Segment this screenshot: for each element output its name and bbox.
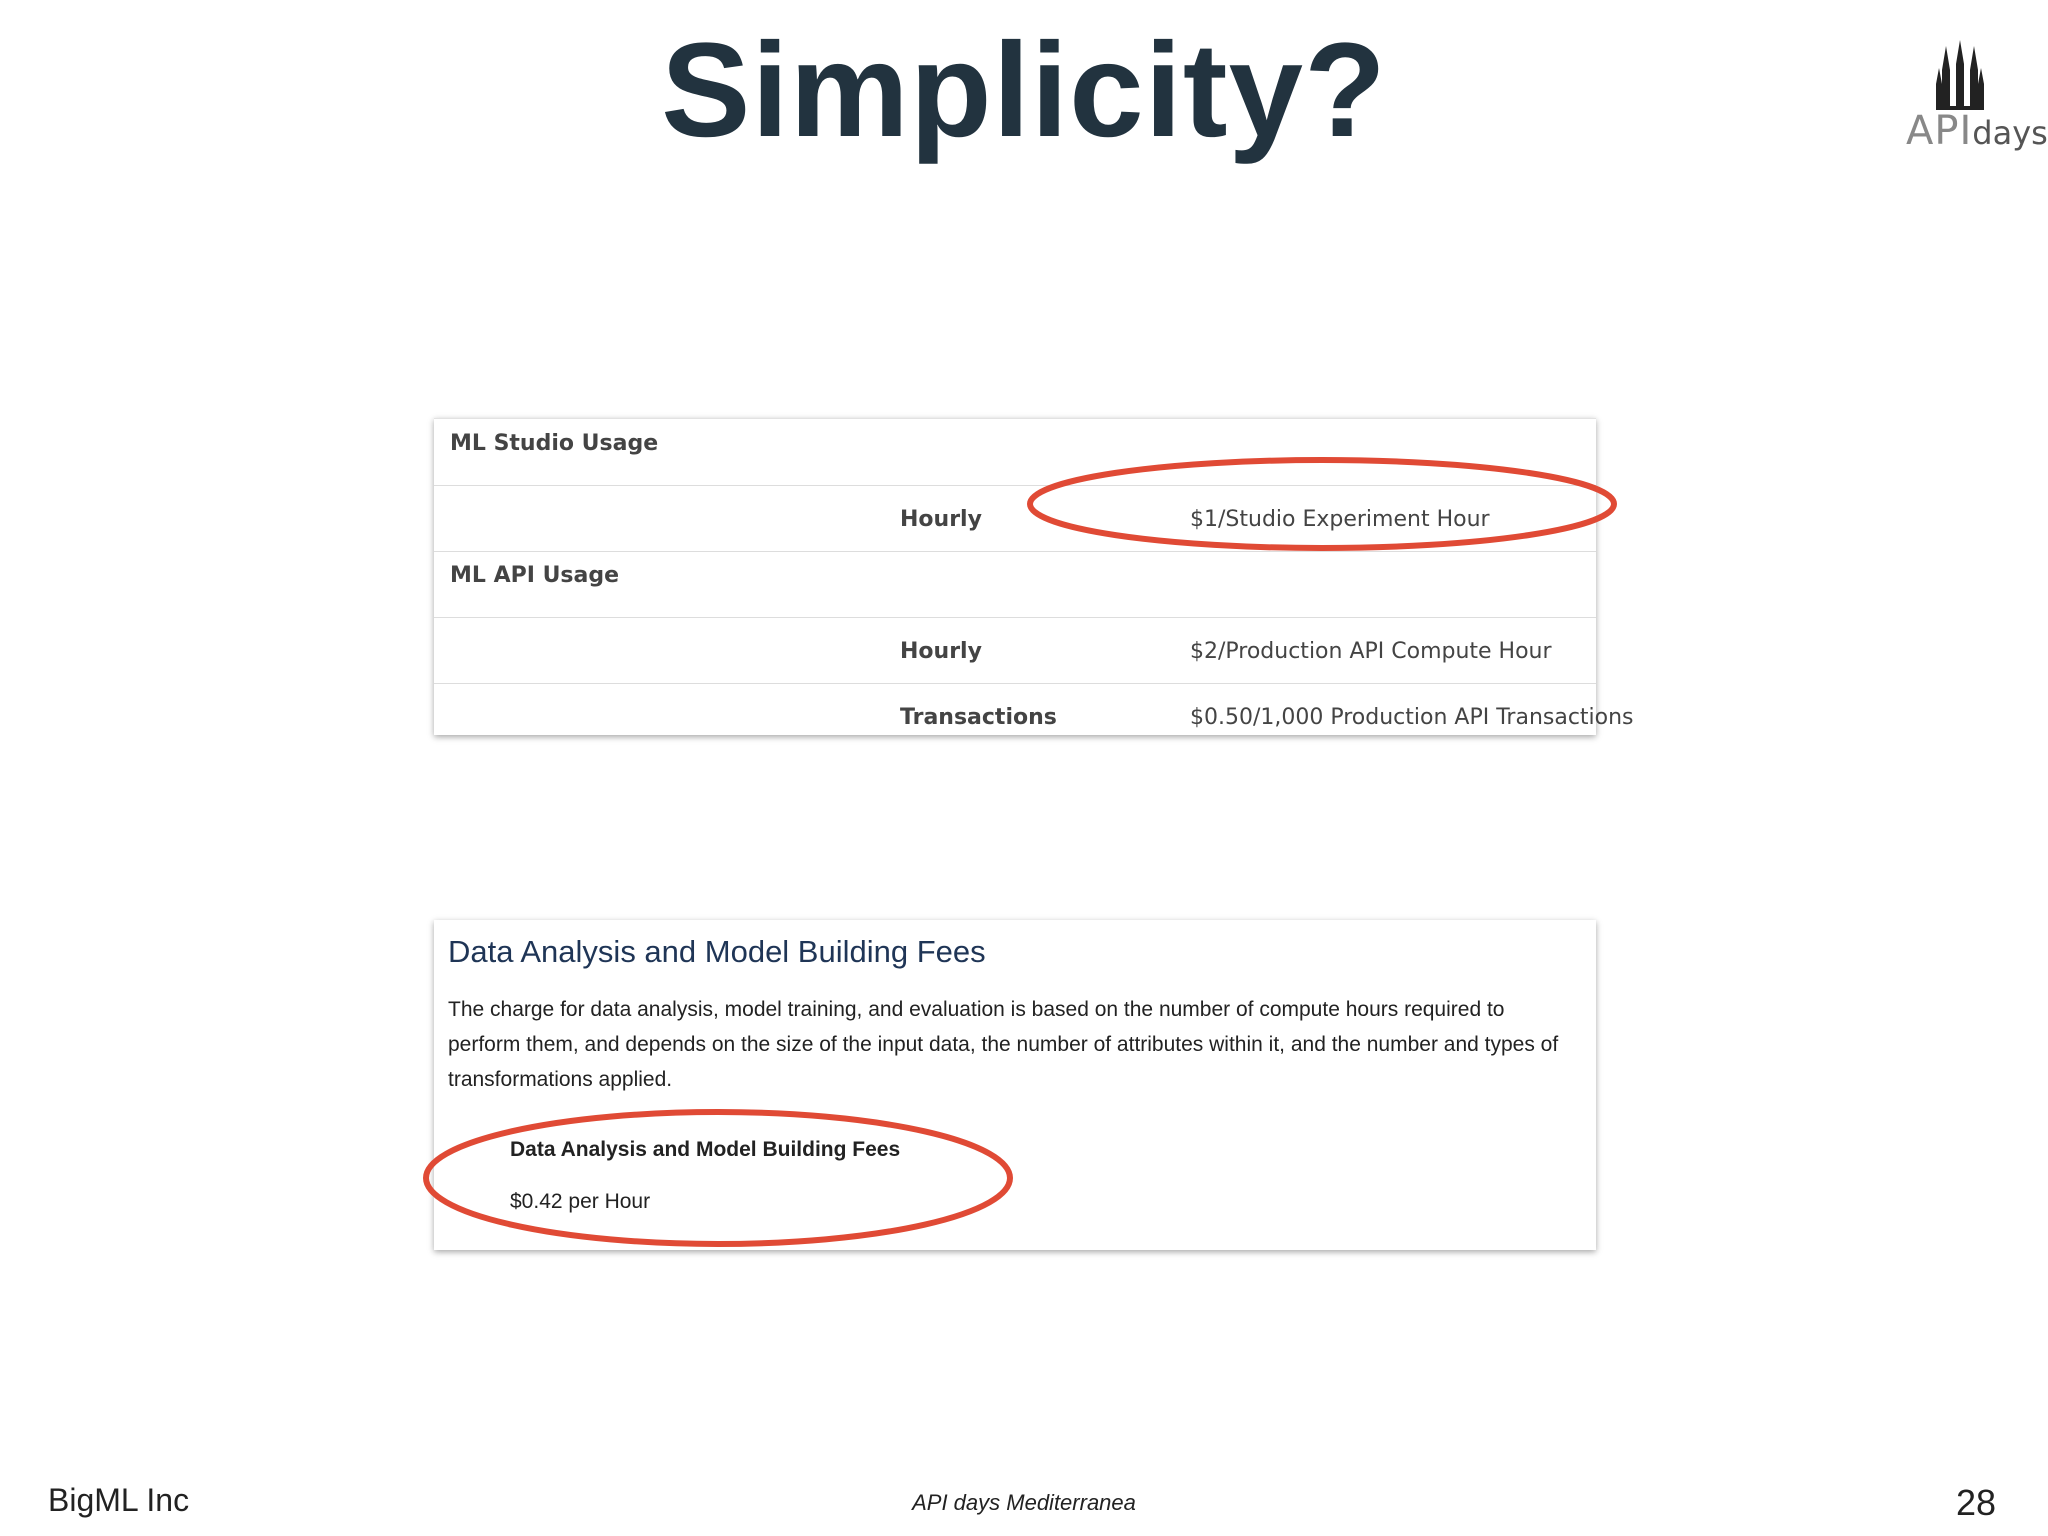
table-price-value: $0.50/1,000 Production API Transactions [1190, 705, 1634, 730]
table-metric-label: Hourly [900, 507, 982, 532]
table-row [434, 551, 1596, 618]
footer-company: BigML Inc [48, 1482, 190, 1518]
fees-description: The charge for data analysis, model training, and evaluation is based on the number of compute hours required to perform them, and depends on the size of the input data, the number of attributes within it, and the number and types of transformations applied. [448, 998, 1559, 1091]
table-row [434, 683, 1634, 749]
table-row [434, 485, 1596, 552]
fees-heading: Data Analysis and Model Building Fees [448, 934, 986, 969]
logo-days-text: days [1972, 114, 2048, 152]
pricing-table-panel [434, 418, 1634, 735]
fees-panel [434, 920, 1596, 1250]
table-row [434, 419, 1596, 486]
table-section-label: ML API Usage [450, 563, 620, 588]
table-metric-label: Hourly [900, 639, 982, 664]
logo-api-text: API [1906, 108, 1973, 154]
table-section-label: ML Studio Usage [450, 431, 659, 456]
logo-text [1906, 108, 2048, 154]
table-price-value: $1/Studio Experiment Hour [1190, 507, 1490, 532]
footer-event: API days Mediterranea [912, 1490, 1136, 1515]
fees-subheading: Data Analysis and Model Building Fees [510, 1138, 901, 1161]
slide-title: Simplicity? [661, 16, 1387, 165]
fees-price: $0.42 per Hour [510, 1190, 651, 1213]
table-row [434, 617, 1596, 684]
table-price-value: $2/Production API Compute Hour [1190, 639, 1552, 664]
table-metric-label: Transactions [900, 705, 1057, 730]
page-number: 28 [1955, 1482, 1996, 1523]
